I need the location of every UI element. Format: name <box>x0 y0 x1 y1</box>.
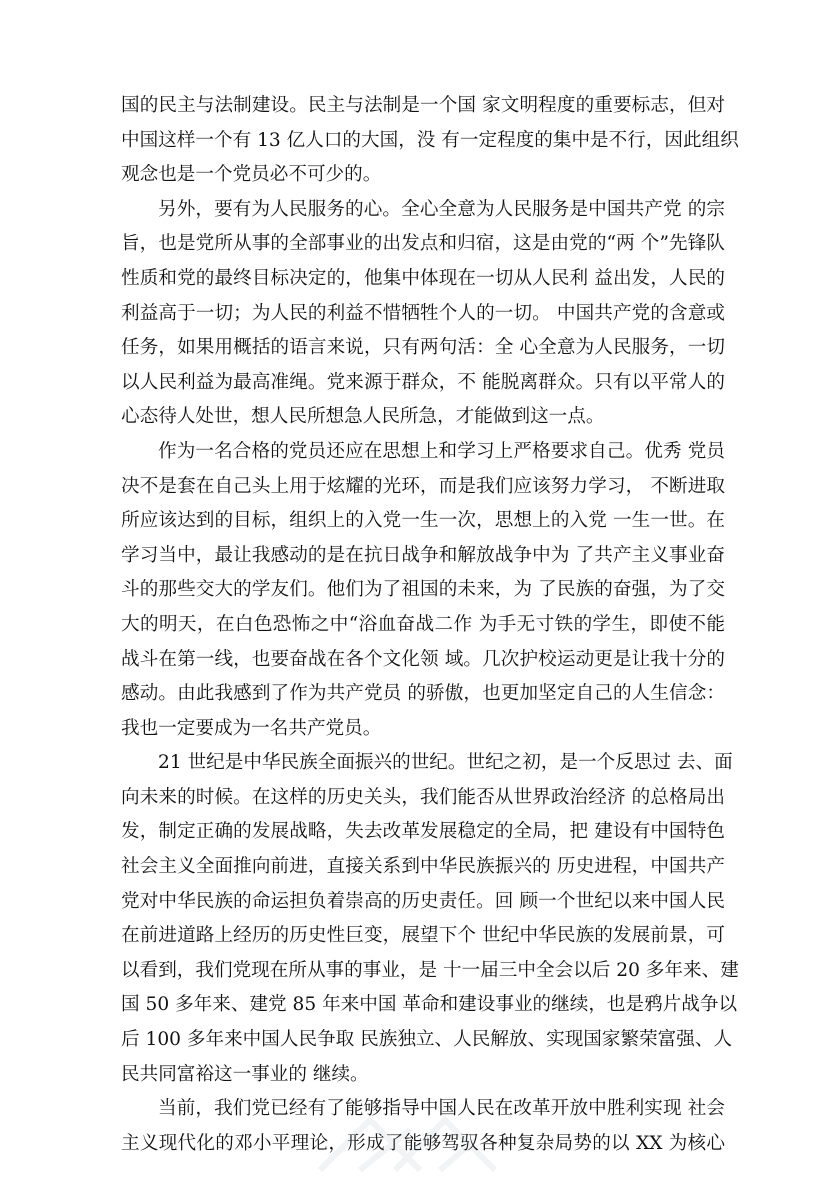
text-line: 利益高于一切；为人民的利益不惜牺牲个人的一切。 中国共产党的含意或 <box>121 302 725 324</box>
text-line: 社会主义全面推向前进，直接关系到中华民族振兴的 历史进程，中国共产 <box>121 856 725 878</box>
text-line: 斗的那些交大的学友们。他们为了祖国的未来，为 了民族的奋强，为了交 <box>121 579 725 601</box>
text-line: 所应该达到的目标，组织上的入党一生一次，思想上的入党 一生一世。在 <box>121 510 725 532</box>
text-line: 民共同富裕这一事业的 继续。 <box>121 1063 369 1085</box>
paragraph <box>121 89 739 193</box>
watermark-logo-icon <box>300 1100 530 1175</box>
text-line: 国的民主与法制建设。民主与法制是一个国 家文明程度的重要标志，但对 <box>121 95 725 116</box>
text-line: 旨，也是党所从事的全部事业的出发点和归宿，这是由党的“两 个”先锋队 <box>121 233 725 255</box>
text-line: 大的明天，在白色恐怖之中“浴血奋战二作 为手无寸铁的学生，即使不能 <box>121 613 725 635</box>
text-line: 感动。由此我感到了作为共产党员 的骄傲，也更加坚定自己的人生信念： <box>121 683 725 705</box>
text-line: 以人民利益为最高准绳。党来源于群众，不 能脱离群众。只有以平常人的 <box>121 371 725 393</box>
paragraph <box>121 193 725 435</box>
text-line: 学习当中，最让我感动的是在抗日战争和解放战争中为 了共产主义事业奋 <box>121 544 725 566</box>
text-line: 心态待人处世，想人民所想急人民所急，才能做到这一点。 <box>121 406 605 428</box>
text-line: 另外，要有为人民服务的心。全心全意为人民服务是中国共产党 的宗 <box>158 198 725 220</box>
text-line: 后 100 多年来中国人民争取 民族独立、人民解放、实现国家繁荣富强、人 <box>121 1029 733 1051</box>
text-line: 发，制定正确的发展战略，失去改革发展稳定的全局，把 建设有中国特色 <box>121 821 725 843</box>
paragraph <box>121 435 725 746</box>
text-line: 以看到，我们党现在所从事的事业，是 十一届三中全会以后 20 多年来、建 <box>121 959 739 981</box>
text-line: 向未来的时候。在这样的历史关头，我们能否从世界政治经济 的总格局出 <box>121 786 725 808</box>
paragraph <box>121 746 739 1092</box>
text-line: 性质和党的最终目标决定的，他集中体现在一切从人民利 益出发，人民的 <box>121 267 725 289</box>
text-line: 21 世纪是中华民族全面振兴的世纪。世纪之初，是一个反思过 去、面 <box>158 752 733 774</box>
text-line: 党对中华民族的命运担负着崇高的历史责任。回 顾一个世纪以来中国人民 <box>121 890 725 912</box>
text-line: 我也一定要成为一名共产党员。 <box>121 717 382 739</box>
text-line: 国 50 多年来、建党 85 年来中国 革命和建设事业的继续，也是鸦片战争以 <box>121 994 738 1016</box>
text-line: 决不是套在自己头上用于炫耀的光环，而是我们应该努力学习， 不断进取 <box>121 475 725 497</box>
text-line: 战斗在第一线，也要奋战在各个文化领 域。几次护校运动更是让我十分的 <box>121 648 725 670</box>
text-line: 作为一名合格的党员还应在思想上和学习上严格要求自己。优秀 党员 <box>158 440 725 462</box>
text-line: 中国这样一个有 13 亿人口的大国，没 有一定程度的集中是不行，因此组织 <box>121 129 739 151</box>
text-line: 主义现代化的邓小平理论，形成了能够驾驭各种复杂局势的以 XX 为核心 <box>121 1132 725 1154</box>
text-line: 当前，我们党已经有了能够指导中国人民在改革开放中胜利实现 社会 <box>158 1098 725 1120</box>
text-line: 在前进道路上经历的历史性巨变，展望下个 世纪中华民族的发展前景，可 <box>121 925 725 947</box>
text-line: 观念也是一个党员必不可少的。 <box>121 164 382 186</box>
document-page <box>121 89 739 1161</box>
text-line: 任务，如果用概括的语言来说，只有两句活：全 心全意为人民服务，一切 <box>121 337 725 359</box>
